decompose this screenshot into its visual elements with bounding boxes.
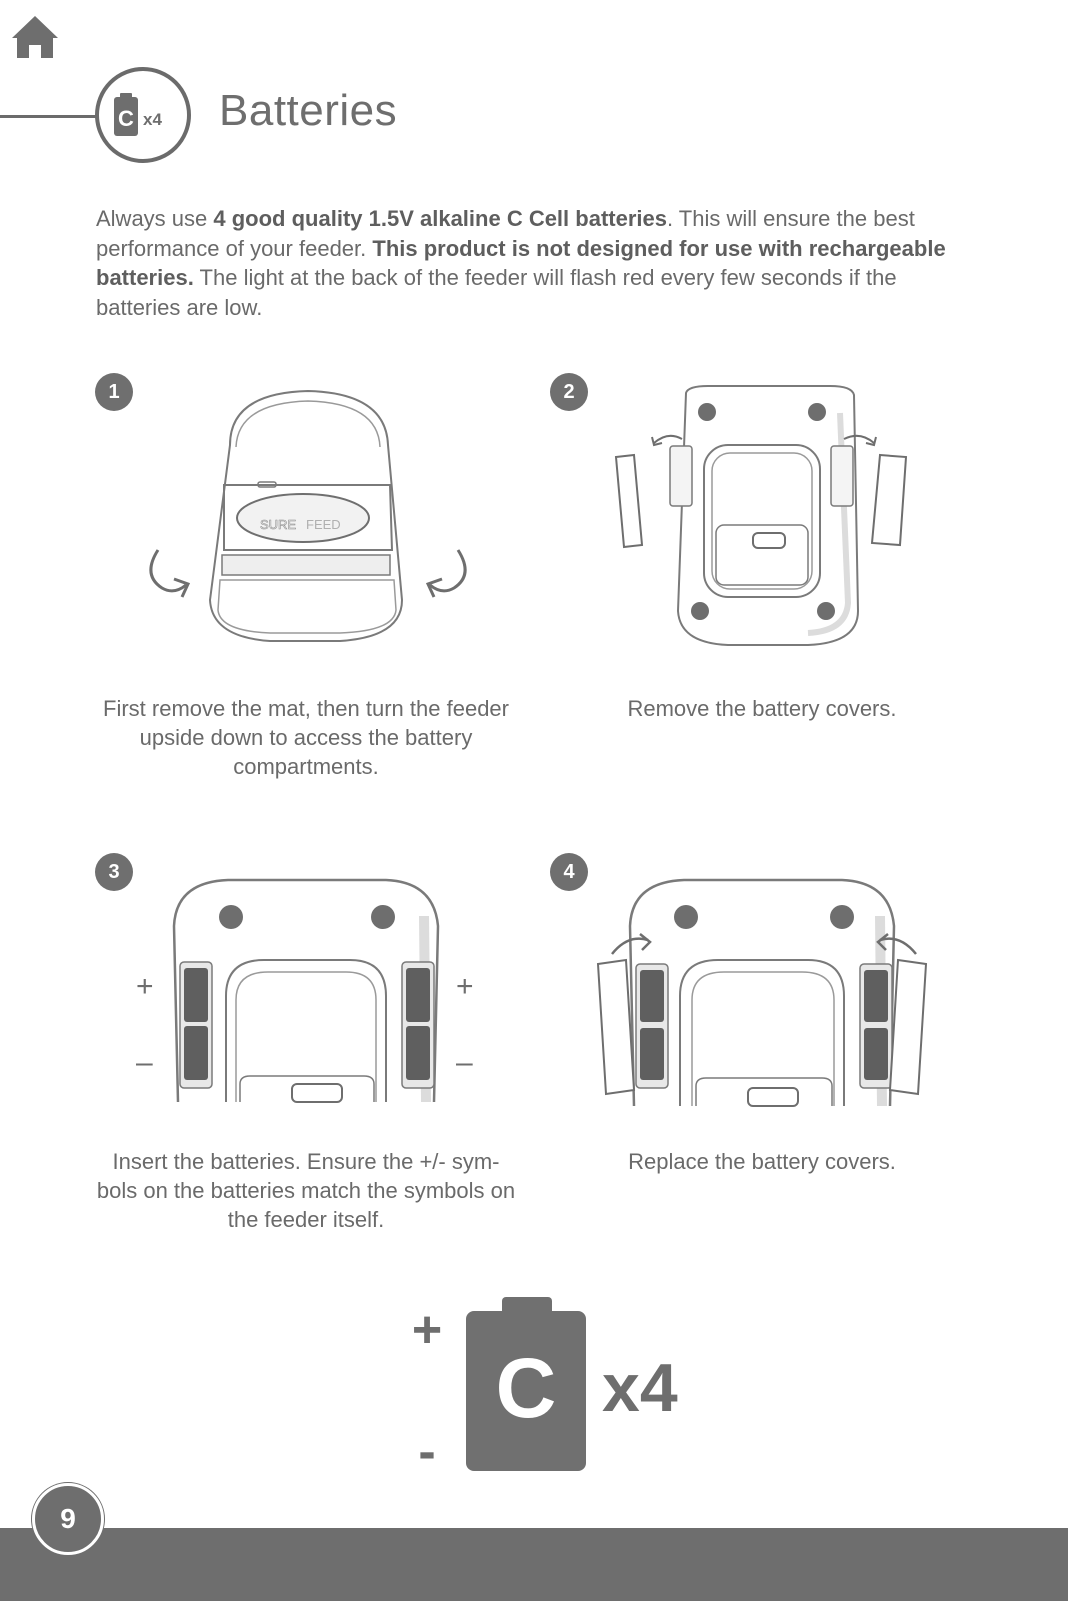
footer-bar <box>0 1528 1068 1601</box>
page-number: 9 <box>32 1483 104 1555</box>
battery-graphic <box>405 1297 705 1482</box>
mat-brand-left: SURE <box>260 517 297 532</box>
intro-text-2: . This will ensure the best performance of your feeder. <box>96 206 915 261</box>
step-3-caption: Insert the batteries. Ensure the +/- sym-bols on the batteries match the symbols on the feeder itself. <box>96 1149 516 1232</box>
intro-bold-2: This product is not designed for use with rechargeable batteries. <box>96 235 946 290</box>
page-title: Batteries <box>219 86 398 135</box>
home-icon[interactable] <box>10 14 60 60</box>
step-2-number: 2 <box>550 373 588 411</box>
step3-plus-right: + <box>456 970 474 1003</box>
step3-minus-right: – <box>456 1046 473 1079</box>
badge-letter: C <box>118 106 134 131</box>
step-1-caption: First remove the mat, then turn the feeder upside down to access the battery compartments. <box>103 696 509 779</box>
intro-paragraph <box>96 204 976 322</box>
step-4-caption: Replace the battery covers. <box>628 1149 896 1174</box>
header-rule <box>0 115 98 118</box>
battery-count: x4 <box>602 1350 678 1426</box>
battery-minus: - <box>418 1423 436 1477</box>
mat-brand-right: FEED <box>306 517 341 532</box>
battery-badge <box>95 67 191 163</box>
step-3-number: 3 <box>95 853 133 891</box>
step-2-caption: Remove the battery covers. <box>627 696 897 721</box>
intro-text-1: Always use <box>96 206 214 231</box>
intro-text-3: The light at the back of the feeder will flash red every few seconds if the batteries are low. <box>96 265 897 320</box>
step-3-illustration <box>128 876 488 1111</box>
step-1-illustration <box>140 385 480 655</box>
step-2-illustration <box>608 383 918 656</box>
battery-plus: + <box>411 1301 443 1359</box>
intro-bold-1: 4 good quality 1.5V alkaline C Cell batteries <box>213 206 667 231</box>
battery-letter: C <box>495 1341 557 1435</box>
step-4-illustration <box>596 876 932 1115</box>
step3-minus-left: – <box>136 1046 153 1079</box>
step-4-number: 4 <box>550 853 588 891</box>
step-1-number: 1 <box>95 373 133 411</box>
step3-plus-left: + <box>136 970 154 1003</box>
badge-count: x4 <box>143 110 162 129</box>
